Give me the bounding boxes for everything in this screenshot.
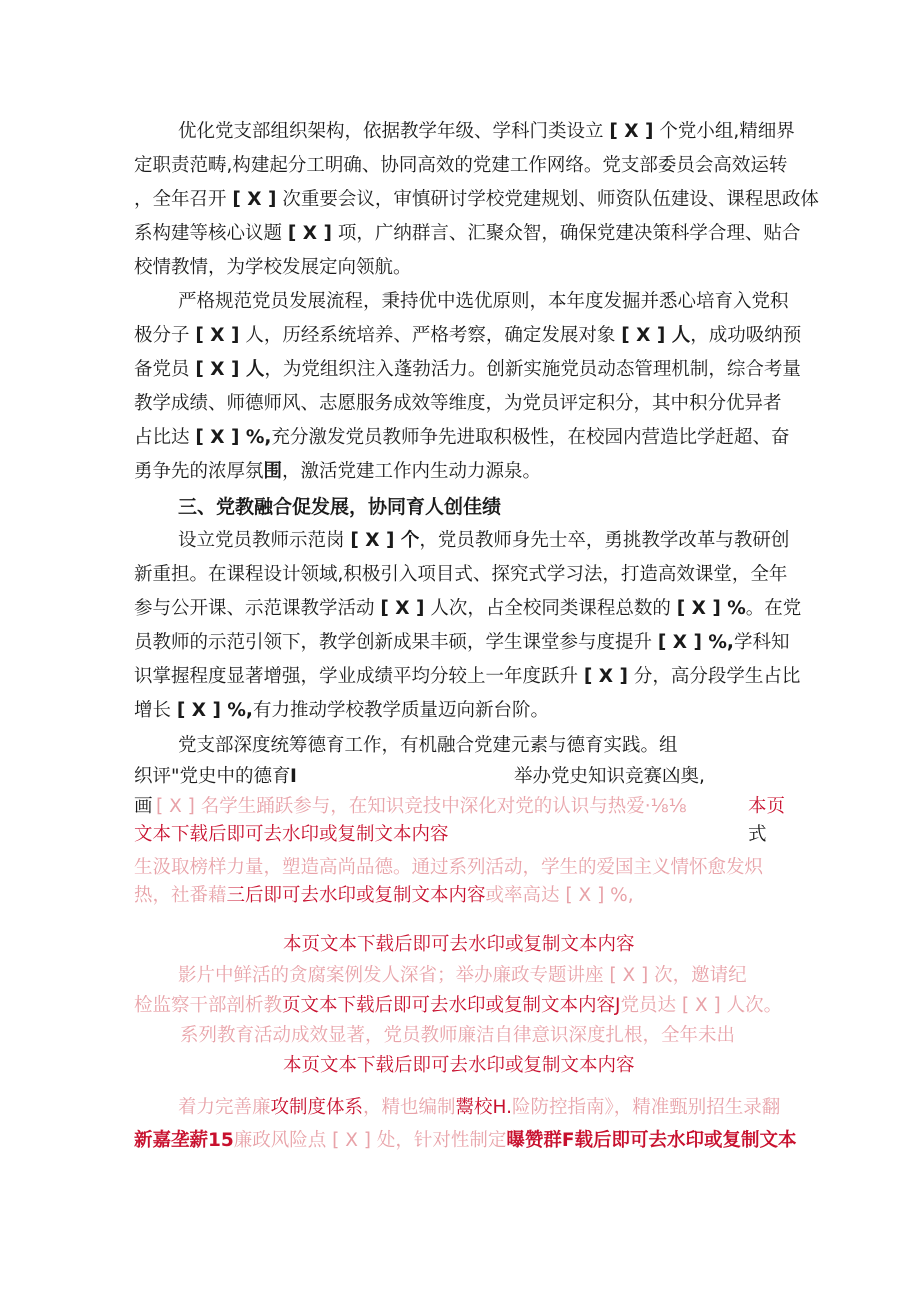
watermark-fragment-1: 本页: [748, 796, 786, 817]
para2-line-6: 勇争先的浓厚氛围，激活党建工作内生动力源泉。: [134, 461, 542, 482]
para4-line-4b: 式: [748, 824, 767, 845]
para2-line-2: 极分子 [ X ] 人，历经系统培养、严格考察，确定发展对象 [ X ] 人，成功吸纳预: [134, 325, 802, 346]
para3-line-2: 新重担。在课程设计领域,积极引入项目式、探究式学习法，打造高效课堂，全年: [134, 564, 788, 585]
para3-line-1: 设立党员教师示范岗 [ X ] 个，党员教师身先士卒，勇挑教学改革与教研创: [178, 530, 790, 551]
para4-line-5: 生汲取榜样力量，塑造高尚品德。通过系列活动，学生的爱国主义情怀愈发炽: [134, 857, 764, 878]
para1-line-3: ，全年召开 [ X ] 次重要会议，审慎研讨学校党建规划、师资队伍建设、课程思政体: [134, 189, 819, 210]
para2-line-3: 备党员 [ X ] 人，为党组织注入蓬勃活力。创新实施党员动态管理机制，综合考量: [134, 359, 801, 380]
para5-line-3: 系列教育活动成效显著，党员教师廉洁自律意识深度扎根，全年未出: [180, 1025, 736, 1046]
para2-line-1: 严格规范党员发展流程，秉持优中选优原则，本年度发掘并悉心培育入党积: [178, 291, 789, 312]
para2-line-5: 占比达 [ X ] %,充分激发党员教师争先进取积极性，在校园内营造比学赶超、奋: [134, 427, 790, 448]
para1-line-5: 校情教情，为学校发展定向领航。: [134, 257, 412, 278]
section-heading: 三、党教融合促发展，协同育人创佳绩: [178, 496, 502, 518]
para2-line-4: 教学成绩、师德师风、志愿服务成效等维度，为党员评定积分，其中积分优异者: [134, 393, 782, 414]
para3-line-3: 参与公开课、示范课教学活动 [ X ] 人次，占全校同类课程总数的 [ X ] %。在党: [134, 598, 802, 619]
para4-line-3a: 画: [134, 796, 153, 817]
para4-line-6: 热，社番藉三后即可去水印或复制文本内容或率高达 [ X ] %,: [134, 885, 634, 906]
para6-line-1: 着力完善廉攻制度体系，精也编制鬻校H.险防控指南》，精准甄别招生录翻: [178, 1097, 781, 1118]
para6-line-2: 新嘉垄薪15廉政风险点 [ X ] 处，针对性制定曝赞群F载后即可去水印或复制文本: [134, 1130, 797, 1151]
para4-line-3b: [ X ] 名学生踊跃参与，在知识竞技中深化对党的认识与热爱·⅛⅛: [156, 796, 687, 817]
watermark-text-3: 本页文本下载后即可去水印或复制文本内容: [283, 1055, 635, 1076]
para4-line-1: 党支部深度统筹德育工作，有机融合党建元素与德育实践。组: [178, 735, 678, 756]
para5-line-1: 影片中鲜活的贪腐案例发人深省；举办廉政专题讲座 [ X ] 次，邀请纪: [178, 965, 747, 986]
para3-line-4: 员教师的示范引领下，教学创新成果丰硕，学生课堂参与度提升 [ X ] %,学科知: [134, 632, 790, 653]
para4-line-2a: 织评"党史中的德育: [134, 766, 291, 787]
para5-line-2: 检监察干部剖析教页文本下载后即可去水印或复制文本内容J党员达 [ X ] 人次。: [134, 995, 783, 1016]
para3-line-5: 识掌握程度显著增强，学业成绩平均分较上一年度跃升 [ X ] 分，高分段学生占比: [134, 666, 801, 687]
watermark-text-1: 文本下载后即可去水印或复制文本内容: [134, 824, 449, 845]
para1-line-1: 优化党支部组织架构，依据教学年级、学科门类设立 [ X ] 个党小组,精细界: [178, 121, 795, 142]
para1-line-2: 定职责范畴,构建起分工明确、协同高效的党建工作网络。党支部委员会高效运转: [134, 155, 788, 176]
para4-line-2b: I: [290, 766, 297, 787]
para1-line-4: 系构建等核心议题 [ X ] 项，广纳群言、汇聚众智，确保党建决策科学合理、贴合: [134, 223, 801, 244]
para4-line-2c: 举办党史知识竞赛凶奥,: [514, 766, 705, 787]
para3-line-6: 增长 [ X ] %,有力推动学校教学质量迈向新台阶。: [134, 700, 549, 721]
watermark-text-2: 本页文本下载后即可去水印或复制文本内容: [283, 934, 635, 955]
